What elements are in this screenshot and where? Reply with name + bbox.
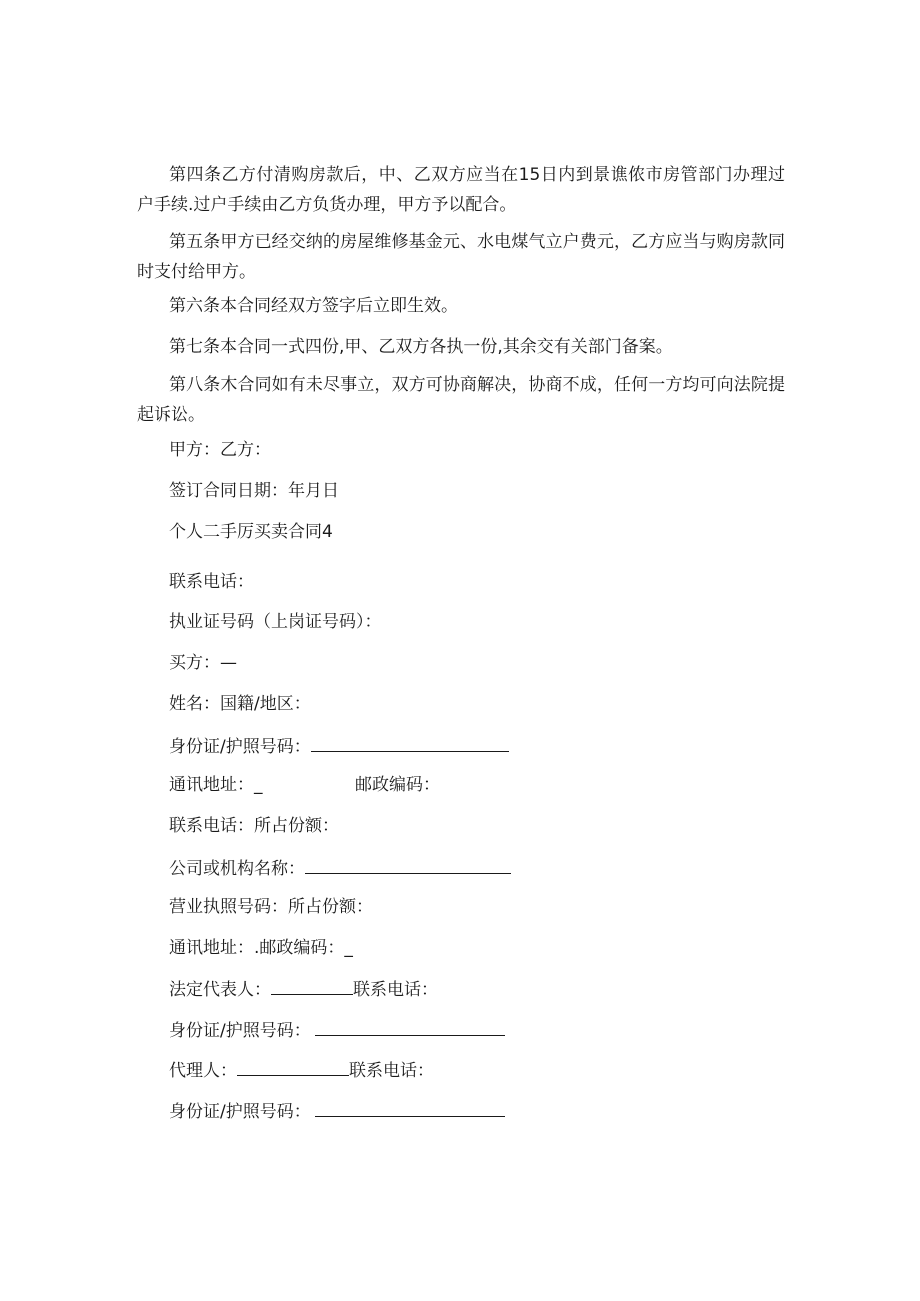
company-name-label: 公司或机构名称： [169, 859, 305, 879]
name-nationality-field: 姓名：国籍/地区： [169, 694, 311, 714]
business-license-share-field: 营业执照号码：所占份额： [169, 897, 373, 917]
address-row-1 [169, 773, 263, 797]
id-passport-label-2: 身份证/护照号码： [169, 1021, 311, 1041]
id-passport-row-1 [169, 733, 509, 759]
clause-6: 第六条本合同经双方签字后立即生效。 [169, 296, 458, 316]
agent-phone-label: 联系电话： [349, 1061, 434, 1081]
legal-rep-label: 法定代表人： [169, 980, 271, 1000]
legal-rep-row [169, 976, 438, 1002]
agent-label: 代理人： [169, 1061, 237, 1081]
legal-rep-phone-label: 联系电话： [353, 980, 438, 1000]
company-name-blank [305, 855, 511, 874]
clause-8: 第八条木合同如有未尽事立，双方可协商解决，协商不成，任何一方均可向法院提起诉讼。 [137, 375, 785, 425]
clause-5: 第五条甲方已经交纳的房屋维修基金元、水电煤气立户费元，乙方应当与购房款同时支付给甲方。 [137, 232, 785, 282]
company-name-row [169, 855, 511, 881]
postcode-label-1: 邮政编码： [355, 775, 440, 795]
id-passport-blank-3 [315, 1098, 505, 1117]
id-passport-row-2 [169, 1017, 505, 1043]
signing-date: 签订合同日期：年月日 [169, 481, 339, 501]
id-passport-row-3 [169, 1098, 505, 1124]
contract-title: 个人二手厉买卖合同4 [169, 522, 333, 542]
legal-rep-blank [271, 976, 353, 995]
buyer-label: 买方：— [169, 653, 237, 673]
id-passport-blank-1 [311, 733, 509, 752]
clause-7: 第七条本合同一式四份,甲、乙双方各执一份,其余交有关部门备案。 [169, 337, 673, 357]
phone-field-1: 联系电话： [169, 572, 254, 592]
agent-blank [237, 1057, 349, 1076]
phone-share-field: 联系电话：所占份额： [169, 816, 339, 836]
address-postcode-field-2: 通讯地址：.邮政编码：_ [169, 938, 353, 958]
id-passport-blank-2 [315, 1017, 505, 1036]
agent-row [169, 1057, 434, 1083]
signing-parties: 甲方：乙方： [169, 440, 271, 460]
id-passport-label-3: 身份证/护照号码： [169, 1102, 311, 1122]
address-label-1: 通讯地址：_ [169, 775, 263, 795]
license-number-field: 执业证号码（上岗证号码）： [169, 612, 382, 632]
clause-4: 第四条乙方付清购房款后，中、乙双方应当在15日内到景谯侬市房管部门办理过户手续.过户手续由乙方负货办理，甲方予以配合。 [137, 165, 785, 215]
id-passport-label-1: 身份证/护照号码： [169, 737, 311, 757]
